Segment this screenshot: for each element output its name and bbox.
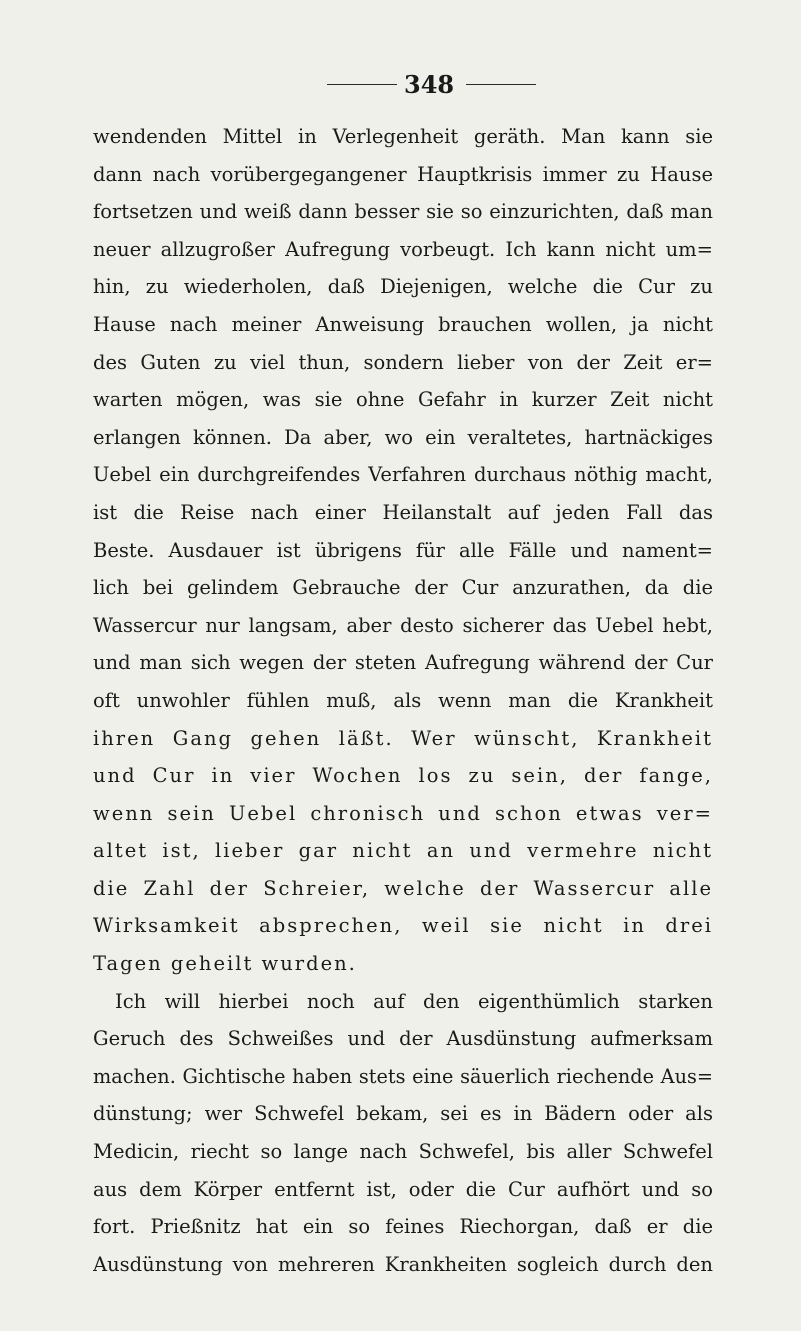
- header-rule-left: [327, 84, 397, 85]
- text-line: Geruch des Schweißes und der Ausdünstung aufmerksam: [93, 1027, 713, 1051]
- text-line: dann nach vorübergegangener Hauptkrisis immer zu Hause: [93, 162, 713, 186]
- text-line-spaced: wenn sein Uebel chronisch und schon etwas ver=: [93, 801, 713, 825]
- text-line-spaced: ihren Gang gehen läßt. Wer wünscht, Krankheit: [93, 726, 713, 750]
- text-line: des Guten zu viel thun, sondern lieber von der Zeit er=: [93, 350, 713, 374]
- page-header: [0, 70, 801, 100]
- text-line: warten mögen, was sie ohne Gefahr in kurzer Zeit nicht: [93, 388, 713, 412]
- text-line: Uebel ein durchgreifendes Verfahren durchaus nöthig macht,: [93, 463, 713, 487]
- text-line-spaced: und Cur in vier Wochen los zu sein, der fange,: [93, 764, 713, 788]
- text-line: fortsetzen und weiß dann besser sie so einzurichten, daß man: [93, 200, 713, 224]
- text-line-spaced: Tagen geheilt wurden.: [93, 952, 357, 976]
- text-line: neuer allzugroßer Aufregung vorbeugt. Ich kann nicht um=: [93, 237, 713, 261]
- text-line: Hause nach meiner Anweisung brauchen wollen, ja nicht: [93, 312, 713, 336]
- text-line: oft unwohler fühlen muß, als wenn man die Krankheit: [93, 688, 713, 712]
- text-line-spaced: die Zahl der Schreier, welche der Wassercur alle: [93, 876, 713, 900]
- text-line: Wassercur nur langsam, aber desto sicherer das Uebel hebt,: [93, 613, 713, 637]
- body-text: [93, 118, 713, 1283]
- text-line: aus dem Körper entfernt ist, oder die Cur aufhört und so: [93, 1177, 713, 1201]
- text-line: machen. Gichtische haben stets eine säuerlich riechende Aus=: [93, 1064, 713, 1088]
- text-line: wendenden Mittel in Verlegenheit geräth. Man kann sie: [93, 125, 713, 148]
- text-line: Beste. Ausdauer ist übrigens für alle Fälle und nament=: [93, 538, 713, 562]
- text-line-spaced: altet ist, lieber gar nicht an und vermehre nicht: [93, 839, 713, 863]
- text-line: Medicin, riecht so lange nach Schwefel, bis aller Schwefel: [93, 1140, 713, 1164]
- text-line-spaced: Wirksamkeit absprechen, weil sie nicht in drei: [93, 914, 713, 938]
- text-line: Ausdünstung von mehreren Krankheiten sogleich durch den: [93, 1252, 713, 1276]
- text-line: fort. Prießnitz hat ein so feines Riechorgan, daß er die: [93, 1215, 713, 1239]
- text-line: ist die Reise nach einer Heilanstalt auf jeden Fall das: [93, 500, 713, 524]
- text-line: dünstung; wer Schwefel bekam, sei es in Bädern oder als: [93, 1102, 713, 1126]
- header-rule-right: [466, 84, 536, 85]
- text-line: und man sich wegen der steten Aufregung während der Cur: [93, 651, 713, 675]
- text-line: hin, zu wiederholen, daß Diejenigen, welche die Cur zu: [93, 275, 713, 299]
- text-line: erlangen können. Da aber, wo ein veraltetes, hartnäckiges: [93, 425, 713, 449]
- text-line: lich bei gelindem Gebrauche der Cur anzurathen, da die: [93, 576, 713, 600]
- page-number: 348: [404, 70, 455, 99]
- text-line-paragraph-start: Ich will hierbei noch auf den eigenthümlich starken: [115, 989, 713, 1013]
